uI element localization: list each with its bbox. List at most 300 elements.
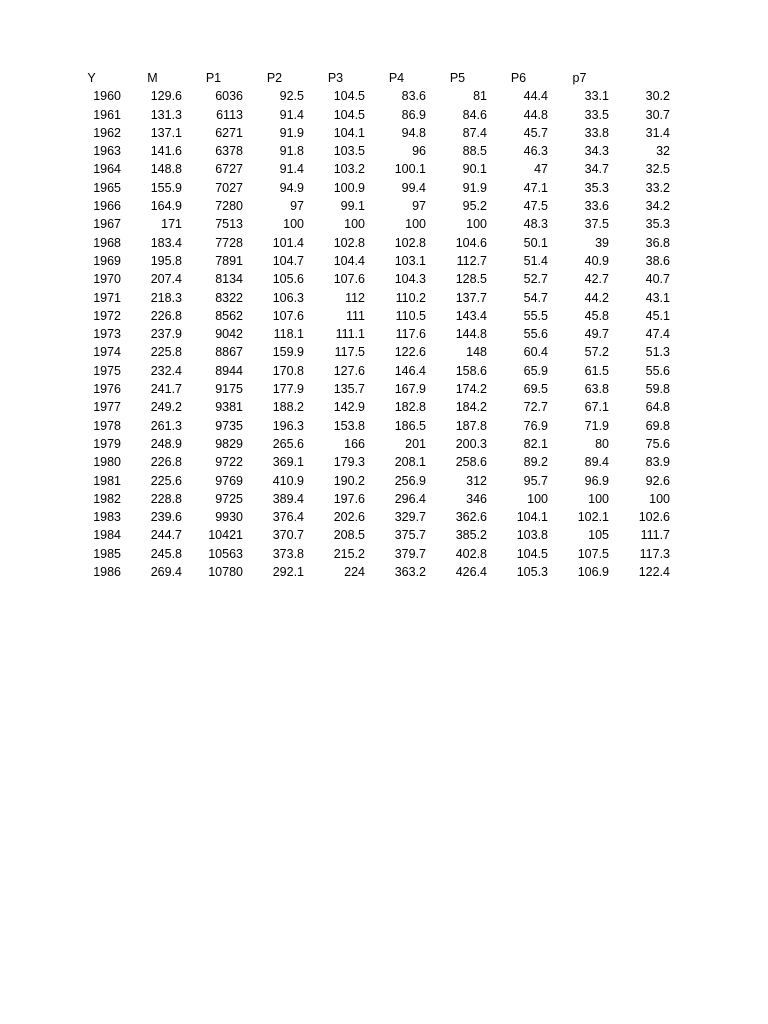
table-cell: 190.2 [333,473,365,488]
table-cell: 104.7 [272,253,304,268]
table-cell: 122.4 [638,565,670,580]
table-row [61,289,671,307]
table-cell: 208.5 [333,528,365,543]
table-cell: 186.5 [394,418,426,433]
table-cell: 104.1 [333,125,365,140]
table-cell: 159.9 [272,345,304,360]
table-cell: 148.8 [150,162,182,177]
table-row [61,545,671,563]
table-cell: 10780 [208,565,243,580]
table-cell: 1977 [93,400,121,415]
table-cell: 111.1 [335,327,365,342]
table-cell: 143.4 [455,308,487,323]
table-cell: 148 [466,345,487,360]
table-cell: 94.9 [279,180,304,195]
table-row [61,270,671,288]
table-cell: 362.6 [455,510,487,525]
table-cell: 1971 [93,290,121,305]
table-cell: 261.3 [150,418,182,433]
table-cell: 57.2 [584,345,609,360]
table-cell: 75.6 [645,436,670,451]
table-cell: 83.9 [645,455,670,470]
table-cell: 164.9 [150,199,182,214]
table-cell: 91.9 [462,180,487,195]
table-cell: 44.4 [523,89,548,104]
table-cell: 67.1 [584,400,609,415]
table-cell: 100 [283,217,304,232]
table-cell: 1981 [93,473,121,488]
table-cell: 1960 [93,89,121,104]
table-cell: 296.4 [394,491,426,506]
table-cell: 100 [344,217,365,232]
table-cell: 101.4 [272,235,304,250]
table-cell: 174.2 [455,382,487,397]
table-cell: 1978 [93,418,121,433]
table-cell: 9735 [215,418,243,433]
table-cell: 38.6 [645,253,670,268]
table-cell: 153.8 [333,418,365,433]
table-cell: 47.1 [523,180,548,195]
table-cell: 69.8 [645,418,670,433]
table-cell: 100 [588,491,609,506]
table-cell: 184.2 [455,400,487,415]
table-cell: 117.3 [639,546,670,561]
table-cell: 105.3 [516,565,548,580]
column-header: P2 [266,71,283,85]
table-row [61,307,671,325]
table-cell: 200.3 [455,436,487,451]
table-cell: 232.4 [150,363,182,378]
table-cell: 1976 [93,382,121,397]
table-cell: 239.6 [150,510,182,525]
table-cell: 102.1 [577,510,609,525]
table-cell: 370.7 [272,528,304,543]
table-header [61,69,671,87]
table-cell: 218.3 [150,290,182,305]
table-row [61,490,671,508]
table-cell: 9042 [215,327,243,342]
table-cell: 92.5 [279,89,304,104]
table-cell: 118.1 [273,327,304,342]
table-cell: 91.4 [279,107,304,122]
table-cell: 49.7 [584,327,609,342]
table-row [61,325,671,343]
table-cell: 100 [527,491,548,506]
table-cell: 375.7 [394,528,426,543]
table-cell: 141.6 [150,144,182,159]
table-row [61,453,671,471]
table-cell: 8322 [215,290,243,305]
table-row [61,179,671,197]
table-row [61,343,671,361]
table-cell: 89.2 [523,455,548,470]
table-cell: 1965 [93,180,121,195]
table-cell: 9769 [215,473,243,488]
table-cell: 104.1 [516,510,548,525]
table-cell: 7891 [215,253,243,268]
column-header: M [147,71,158,85]
table-cell: 1974 [93,345,121,360]
table-cell: 127.6 [333,363,365,378]
table-cell: 410.9 [272,473,304,488]
table-cell: 131.3 [150,107,182,122]
table-cell: 8562 [215,308,243,323]
table-cell: 91.9 [279,125,304,140]
table-cell: 129.6 [150,89,182,104]
table-cell: 103.2 [333,162,365,177]
table-cell: 94.8 [401,125,426,140]
table-cell: 103.1 [394,253,426,268]
table-cell: 69.5 [523,382,548,397]
table-cell: 245.8 [150,546,182,561]
table-cell: 9930 [215,510,243,525]
table-cell: 363.2 [394,565,426,580]
table-cell: 376.4 [272,510,304,525]
table-cell: 196.3 [272,418,304,433]
table-cell: 8867 [215,345,243,360]
table-cell: 112.7 [456,253,487,268]
table-cell: 103.5 [333,144,365,159]
table-cell: 1966 [93,199,121,214]
column-header: p7 [572,71,587,85]
table-cell: 158.6 [455,363,487,378]
table-cell: 95.2 [462,199,487,214]
table-cell: 97 [290,199,304,214]
table-cell: 92.6 [645,473,670,488]
table-cell: 182.8 [394,400,426,415]
table-row [61,380,671,398]
table-cell: 195.8 [150,253,182,268]
table-cell: 104.6 [455,235,487,250]
table-cell: 111 [345,308,365,323]
column-header: P5 [449,71,466,85]
table-cell: 1973 [93,327,121,342]
table-cell: 45.8 [584,308,609,323]
table-cell: 9829 [215,436,243,451]
table-cell: 103.8 [516,528,548,543]
table-cell: 426.4 [455,565,487,580]
table-cell: 226.8 [150,308,182,323]
table-cell: 1962 [93,125,121,140]
table-cell: 1963 [93,144,121,159]
table-cell: 45.1 [645,308,670,323]
table-cell: 111.7 [640,528,670,543]
table-cell: 89.4 [584,455,609,470]
table-cell: 167.9 [394,382,426,397]
table-row [61,87,671,105]
table-cell: 47 [534,162,548,177]
table-cell: 59.8 [645,382,670,397]
table-cell: 82.1 [523,436,548,451]
table-row [61,252,671,270]
table-cell: 197.6 [333,491,365,506]
table-cell: 50.1 [523,235,548,250]
table-cell: 1969 [93,253,121,268]
table-cell: 80 [595,436,609,451]
table-cell: 379.7 [394,546,426,561]
table-cell: 104.5 [333,89,365,104]
table-cell: 110.5 [395,308,426,323]
table-cell: 84.6 [462,107,487,122]
table-cell: 146.4 [394,363,426,378]
table-cell: 86.9 [401,107,426,122]
table-cell: 142.9 [333,400,365,415]
table-cell: 91.4 [279,162,304,177]
table-row [61,160,671,178]
table-cell: 7513 [215,217,243,232]
table-cell: 10421 [208,528,243,543]
table-cell: 117.5 [334,345,365,360]
table-cell: 35.3 [584,180,609,195]
table-cell: 7728 [215,235,243,250]
table-cell: 47.4 [645,327,670,342]
table-cell: 9175 [215,382,243,397]
table-cell: 30.2 [645,89,670,104]
table-cell: 201 [405,436,426,451]
table-cell: 81 [473,89,487,104]
table-cell: 45.7 [523,125,548,140]
table-cell: 8944 [215,363,243,378]
table-cell: 258.6 [455,455,487,470]
table-cell: 47.5 [523,199,548,214]
table-row [61,106,671,124]
table-cell: 256.9 [394,473,426,488]
table-cell: 107.6 [333,272,365,287]
table-cell: 60.4 [523,345,548,360]
table-cell: 63.8 [584,382,609,397]
table-cell: 99.4 [401,180,426,195]
table-cell: 241.7 [150,382,182,397]
table-cell: 226.8 [150,455,182,470]
table-cell: 102.6 [638,510,670,525]
table-row [61,417,671,435]
table-cell: 51.3 [645,345,670,360]
table-cell: 215.2 [333,546,365,561]
table-cell: 6378 [215,144,243,159]
table-row [61,234,671,252]
table-cell: 144.8 [455,327,487,342]
table-cell: 8134 [215,272,243,287]
table-row [61,215,671,233]
table-cell: 32 [656,144,670,159]
table-cell: 6113 [216,107,243,122]
table-cell: 64.8 [645,400,670,415]
table-cell: 40.9 [584,253,609,268]
table-cell: 34.3 [584,144,609,159]
table-cell: 105.6 [272,272,304,287]
table-row [61,472,671,490]
table-cell: 96.9 [584,473,609,488]
table-cell: 51.4 [523,253,548,268]
table-cell: 55.6 [523,327,548,342]
table-cell: 122.6 [394,345,426,360]
table-row [61,398,671,416]
table-cell: 244.7 [150,528,182,543]
table-cell: 117.6 [395,327,426,342]
table-cell: 1975 [93,363,121,378]
table-cell: 100.1 [394,162,426,177]
table-cell: 6036 [215,89,243,104]
table-cell: 102.8 [333,235,365,250]
table-cell: 137.1 [150,125,182,140]
table-cell: 369.1 [272,455,304,470]
column-header [610,69,671,87]
table-cell: 104.5 [333,107,365,122]
table-cell: 65.9 [523,363,548,378]
table-cell: 97 [412,199,426,214]
table-cell: 7027 [215,180,243,195]
table-cell: 87.4 [462,125,487,140]
table-cell: 188.2 [272,400,304,415]
table-cell: 100 [405,217,426,232]
table-cell: 33.5 [584,107,609,122]
table-cell: 90.1 [462,162,487,177]
table-cell: 248.9 [150,436,182,451]
table-cell: 9381 [215,400,243,415]
table-cell: 107.6 [272,308,304,323]
table-cell: 1979 [93,436,121,451]
table-cell: 237.9 [150,327,182,342]
table-cell: 100 [466,217,487,232]
table-cell: 1961 [93,107,121,122]
column-header: P4 [388,71,405,85]
table-cell: 224 [344,565,365,580]
column-header: P1 [205,71,222,85]
table-cell: 40.7 [645,272,670,287]
table-cell: 269.4 [150,565,182,580]
table-cell: 1967 [93,217,121,232]
table-cell: 346 [466,491,487,506]
table-row [61,124,671,142]
table-cell: 171 [161,217,182,232]
table-cell: 265.6 [272,436,304,451]
table-cell: 54.7 [523,290,548,305]
table-body [61,87,671,581]
table-cell: 34.7 [584,162,609,177]
table-cell: 10563 [208,546,243,561]
table-cell: 249.2 [150,400,182,415]
table-cell: 102.8 [394,235,426,250]
table-cell: 43.1 [645,290,670,305]
table-cell: 389.4 [272,491,304,506]
table-cell: 39 [595,235,609,250]
table-cell: 106.9 [577,565,609,580]
table-cell: 33.2 [645,180,670,195]
table-cell: 104.4 [333,253,365,268]
table-cell: 112 [345,290,365,305]
table-cell: 177.9 [272,382,304,397]
column-header: Y [87,71,96,85]
table-cell: 9722 [215,455,243,470]
table-cell: 44.2 [584,290,609,305]
table-cell: 42.7 [584,272,609,287]
table-cell: 55.5 [523,308,548,323]
data-table [61,69,671,581]
table-cell: 34.2 [645,199,670,214]
column-header: P3 [327,71,344,85]
table-cell: 1984 [93,528,121,543]
table-cell: 36.8 [645,235,670,250]
table-cell: 83.6 [401,89,426,104]
table-row [61,435,671,453]
table-cell: 329.7 [394,510,426,525]
table-cell: 179.3 [333,455,365,470]
table-cell: 35.3 [645,217,670,232]
table-cell: 100.9 [333,180,365,195]
table-row [61,197,671,215]
table-cell: 373.8 [272,546,304,561]
table-cell: 6271 [215,125,243,140]
table-cell: 1985 [93,546,121,561]
table-cell: 1980 [93,455,121,470]
table-cell: 106.3 [272,290,304,305]
table-cell: 107.5 [577,546,609,561]
table-cell: 71.9 [584,418,609,433]
table-cell: 99.1 [340,199,365,214]
table-cell: 32.5 [645,162,670,177]
table-cell: 72.7 [523,400,548,415]
table-cell: 88.5 [462,144,487,159]
table-row [61,362,671,380]
table-cell: 95.7 [523,473,548,488]
table-cell: 110.2 [395,290,426,305]
table-row [61,142,671,160]
table-cell: 170.8 [272,363,304,378]
table-cell: 30.7 [645,107,670,122]
column-header: P6 [510,71,527,85]
table-cell: 44.8 [523,107,548,122]
table-cell: 33.8 [584,125,609,140]
table-cell: 31.4 [645,125,670,140]
table-cell: 183.4 [150,235,182,250]
table-cell: 1970 [93,272,121,287]
table-cell: 1972 [93,308,121,323]
table-cell: 76.9 [523,418,548,433]
table-cell: 1968 [93,235,121,250]
table-cell: 187.8 [455,418,487,433]
table-cell: 228.8 [150,491,182,506]
table-row [61,508,671,526]
table-cell: 1986 [93,565,121,580]
table-cell: 225.8 [150,345,182,360]
table-cell: 33.1 [584,89,609,104]
table-row [61,526,671,544]
table-cell: 104.5 [516,546,548,561]
table-cell: 100 [649,491,670,506]
table-cell: 105 [588,528,609,543]
table-cell: 292.1 [272,565,304,580]
table-cell: 128.5 [455,272,487,287]
header-row [61,69,671,87]
table-cell: 202.6 [333,510,365,525]
table-cell: 55.6 [645,363,670,378]
table-cell: 402.8 [455,546,487,561]
table-cell: 1982 [93,491,121,506]
table-cell: 385.2 [455,528,487,543]
table-cell: 61.5 [584,363,609,378]
table-cell: 91.8 [279,144,304,159]
table-cell: 48.3 [523,217,548,232]
table-cell: 135.7 [333,382,365,397]
table-cell: 1983 [93,510,121,525]
table-cell: 33.6 [584,199,609,214]
table-cell: 225.6 [150,473,182,488]
table-cell: 155.9 [150,180,182,195]
table-cell: 52.7 [523,272,548,287]
table-row [61,563,671,581]
table-cell: 312 [466,473,487,488]
table-cell: 37.5 [584,217,609,232]
